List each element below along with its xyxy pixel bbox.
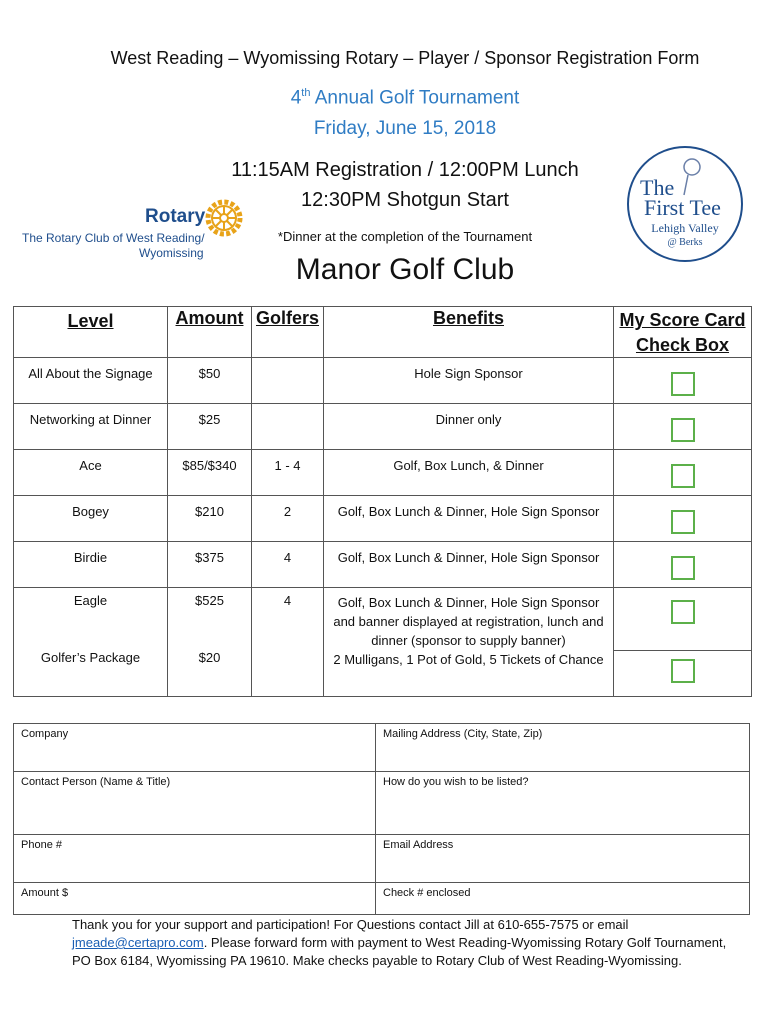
header-level: Level — [14, 307, 168, 358]
listing-name-field[interactable] — [376, 772, 750, 835]
first-tee-name: First Tee — [644, 195, 721, 220]
mailing-address-label: Mailing Address (City, State, Zip) — [383, 728, 543, 740]
rotary-wheel-icon — [204, 198, 244, 238]
footer-line1: Thank you for your support and participation! For Questions contact Jill at 610-655-7575 or email — [72, 917, 629, 932]
golfers-cell: 2 — [283, 504, 292, 519]
table-row — [14, 650, 752, 697]
email-field[interactable] — [376, 835, 750, 883]
tournament-date: Friday, June 15, 2018 — [313, 118, 497, 139]
table-row — [14, 496, 752, 542]
table-row — [14, 542, 752, 588]
venue-name: Manor Golf Club — [295, 253, 515, 286]
benefits-cell: Golf, Box Lunch & Dinner, Hole Sign Sponsor and banner displayed at registration, lunch and dinner (sponsor to supply banner) — [333, 595, 604, 648]
form-title: West Reading – Wyomissing Rotary – Player / Sponsor Registration Form — [110, 48, 700, 68]
header-golfers: Golfers — [252, 307, 324, 358]
contact-email-link[interactable]: jmeade@certapro.com — [72, 935, 204, 950]
table-row — [14, 450, 752, 496]
amount-field[interactable] — [14, 883, 376, 915]
scorecard-checkbox[interactable] — [671, 600, 695, 624]
benefits-cell: 2 Mulligans, 1 Pot of Gold, 5 Tickets of Chance — [333, 652, 604, 667]
footer-line3: PO Box 6184, Wyomissing PA 19610. Make checks payable to Rotary Club of West Reading-Wyomissing. — [72, 953, 682, 968]
level-cell: Bogey — [72, 504, 109, 519]
scorecard-checkbox[interactable] — [671, 510, 695, 534]
first-tee-region: Lehigh Valley — [651, 221, 719, 235]
annual-suffix: th — [301, 87, 311, 99]
contact-person-label: Contact Person (Name & Title) — [21, 776, 171, 788]
company-label: Company — [21, 728, 69, 740]
registrant-info-table — [13, 723, 750, 915]
golfers-cell — [252, 404, 323, 412]
first-tee-the: The — [640, 175, 675, 200]
dinner-note: *Dinner at the completion of the Tournament — [277, 229, 533, 244]
golfers-cell — [252, 358, 323, 366]
golfers-cell: 1 - 4 — [274, 458, 301, 473]
scorecard-checkbox[interactable] — [671, 659, 695, 683]
benefits-cell: Dinner only — [435, 412, 502, 427]
scorecard-checkbox[interactable] — [671, 556, 695, 580]
golfers-cell: 4 — [283, 550, 292, 565]
header-benefits: Benefits — [324, 307, 614, 358]
amount-label: Amount $ — [21, 887, 69, 899]
tournament-title — [0, 87, 770, 109]
check-number-label: Check # enclosed — [383, 887, 471, 899]
footer-note — [72, 916, 742, 970]
golfers-cell: 4 — [283, 593, 292, 608]
amount-cell: $525 — [195, 593, 224, 608]
level-cell: Eagle — [73, 593, 108, 608]
table-row — [14, 588, 752, 651]
phone-label: Phone # — [21, 839, 62, 851]
scorecard-checkbox[interactable] — [671, 464, 695, 488]
rotary-logo — [22, 198, 244, 264]
scorecard-checkbox[interactable] — [671, 418, 695, 442]
annual-number: 4 — [290, 87, 302, 109]
company-field[interactable] — [14, 724, 376, 772]
amount-cell: $20 — [198, 650, 221, 665]
phone-field[interactable] — [14, 835, 376, 883]
annual-rest: Annual Golf Tournament — [310, 87, 520, 109]
rotary-logo-line2: Wyomissing — [139, 246, 204, 260]
table-row — [14, 358, 752, 404]
amount-cell: $210 — [195, 504, 224, 519]
check-number-field[interactable] — [376, 883, 750, 915]
contact-person-field[interactable] — [14, 772, 376, 835]
header-amount: Amount — [168, 307, 252, 358]
benefits-cell: Hole Sign Sponsor — [414, 366, 523, 381]
amount-cell: $50 — [198, 366, 221, 381]
header-scorecard: My Score Card Check Box — [614, 307, 752, 358]
footer-line2: . Please forward form with payment to West Reading-Wyomissing Rotary Golf Tournament, — [203, 935, 727, 950]
table-row — [14, 404, 752, 450]
registration-time: 11:15AM Registration / 12:00PM Lunch — [231, 159, 579, 181]
benefits-cell: Golf, Box Lunch & Dinner, Hole Sign Sponsor — [337, 550, 600, 565]
level-cell: All About the Signage — [28, 366, 153, 381]
rotary-logo-line1: The Rotary Club of West Reading/ — [22, 231, 205, 245]
level-cell: Networking at Dinner — [29, 412, 152, 427]
level-cell: Birdie — [73, 550, 108, 565]
benefits-cell: Golf, Box Lunch & Dinner, Hole Sign Sponsor — [337, 504, 600, 519]
benefits-cell: Golf, Box Lunch, & Dinner — [393, 458, 544, 473]
email-label: Email Address — [383, 839, 454, 851]
level-cell: Ace — [79, 458, 102, 473]
listing-name-label: How do you wish to be listed? — [383, 776, 529, 788]
rotary-logo-word: Rotary — [145, 206, 206, 227]
amount-cell: $375 — [195, 550, 224, 565]
level-cell: Golfer’s Package — [40, 650, 141, 665]
mailing-address-field[interactable] — [376, 724, 750, 772]
amount-cell: $85/$340 — [182, 458, 237, 473]
amount-cell: $25 — [198, 412, 221, 427]
sponsorship-levels-table — [13, 306, 752, 697]
scorecard-checkbox[interactable] — [671, 372, 695, 396]
first-tee-logo — [626, 145, 744, 263]
shotgun-start: 12:30PM Shotgun Start — [301, 189, 509, 211]
first-tee-branch: @ Berks — [667, 237, 703, 248]
